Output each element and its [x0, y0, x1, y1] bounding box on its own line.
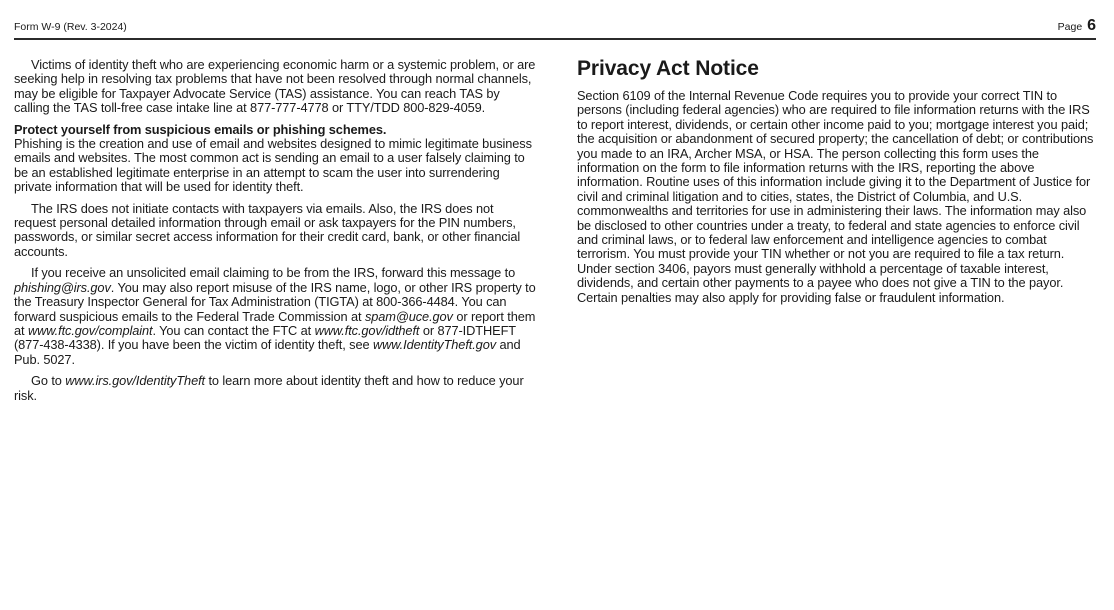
irs-identitytheft-link[interactable]: www.irs.gov/IdentityTheft — [65, 373, 206, 389]
irs-contact-paragraph: The IRS does not initiate contacts with taxpayers via emails. Also, the IRS does not request personal detailed information through email or ask taxpayers for the PIN numbers, passwords, or similar secret access information for their credit card, bank, or other financial accounts. — [14, 200, 521, 259]
phishing-definition-paragraph: Phishing is the creation and use of email and websites designed to mimic legitimate business emails and websites. The most common act is sending an email to a user falsely claiming to be an established legitimate enterprise in an attempt to scam the user into surrendering private information that will be used for identity theft. — [14, 136, 532, 195]
page-indicator — [1058, 17, 1096, 35]
learn-more-text-1: Go to — [31, 373, 66, 389]
report-text-4: . You can contact the FTC at — [152, 322, 315, 338]
left-column — [14, 58, 537, 410]
report-phishing-paragraph — [14, 266, 537, 367]
privacy-act-title: Privacy Act Notice — [577, 57, 759, 80]
learn-more-paragraph — [14, 374, 537, 403]
ftc-complaint-link[interactable]: www.ftc.gov/complaint — [27, 322, 153, 338]
form-identifier: Form W-9 (Rev. 3-2024) — [14, 21, 127, 33]
report-text-3: or report them at — [14, 308, 536, 338]
phishing-email-link[interactable]: phishing@irs.gov — [14, 279, 111, 295]
report-text-2: . You may also report misuse of the IRS name, logo, or other IRS property to the Treasury Inspector General for Tax Administration (TIGTA) at 800-366-4484. You can forward suspicious emails to the Federal Trade Commission at — [14, 279, 536, 324]
identitytheft-gov-link[interactable]: www.IdentityTheft.gov — [372, 337, 497, 353]
spam-email-link[interactable]: spam@uce.gov — [364, 308, 453, 324]
report-text-1: If you receive an unsolicited email claiming to be from the IRS, forward this message to — [31, 265, 516, 281]
page-header — [14, 16, 1096, 40]
phishing-heading: Protect yourself from suspicious emails or phishing schemes. — [14, 121, 387, 137]
phishing-section — [14, 123, 537, 195]
page-number: 6 — [1087, 17, 1096, 34]
right-column — [577, 57, 1096, 312]
report-text-5: or 877-IDTHEFT (877-438-4338). If you have been the victim of identity theft, see — [14, 322, 516, 353]
tas-paragraph: Victims of identity theft who are experiencing economic harm or a systemic problem, or are seeking help in resolving tax problems that have not been resolved through normal channels, may be eligible for Taxpayer Advocate Service (TAS) assistance. You can reach TAS by calling the TAS toll-free case intake line at 877-777-4778 or TTY/TDD 800-829-4059. — [14, 57, 536, 116]
report-text-6: and Pub. 5027. — [14, 337, 521, 367]
page-label: Page — [1057, 21, 1083, 33]
ftc-idtheft-link[interactable]: www.ftc.gov/idtheft — [314, 322, 420, 338]
learn-more-text-2: to learn more about identity theft and how to reduce your risk. — [14, 373, 524, 403]
privacy-act-body: Section 6109 of the Internal Revenue Code requires you to provide your correct TIN to persons (including federal agencies) who are required to file information returns with the IRS to report interest, dividends, or certain other income paid to you; mortgage interest you paid; the acquisition or abandonment of secured property; the cancellation of debt; or contributions you made to an IRA, Archer MSA, or HSA. The person collecting this form uses the information on the form to file information returns with the IRS, reporting the above information. Routine uses of this information include giving it to the Department of Justice for civil and criminal litigation and to cities, states, the District of Columbia, and U.S. commonwealths and territories for use in administering their laws. The information may also be disclosed to other countries under a treaty, to federal and state agencies to enforce civil and criminal laws, or to federal law enforcement and intelligence agencies to combat terrorism. You must provide your TIN whether or not you are required to file a tax return. Under section 3406, payors must generally withhold a percentage of taxable interest, dividends, and certain other payments to a payee who does not give a TIN to the payor. Certain penalties may also apply for providing false or fraudulent information. — [577, 88, 1094, 305]
